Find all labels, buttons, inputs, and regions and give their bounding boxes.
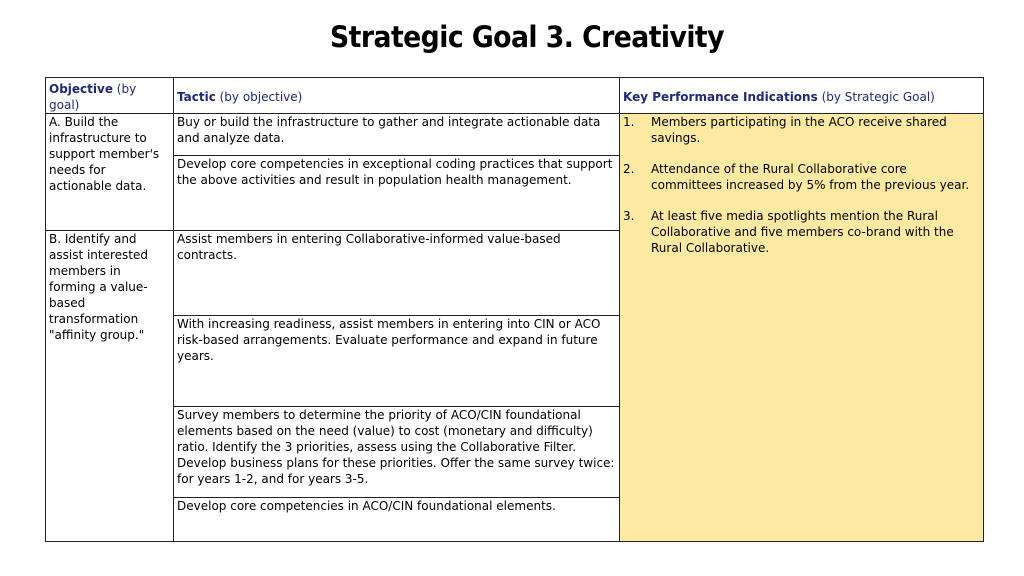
kpi-cell [620,114,984,542]
kpi-item [623,114,980,146]
tactic-column-header [174,78,620,114]
objective-header-label: Objective [49,82,113,96]
kpi-item [623,208,980,256]
kpi-header-qualifier: (by Strategic Goal) [817,90,935,104]
tactic-cell: Survey members to determine the priority of ACO/CIN foundational elements based on the need (value) to cost (monetary and difficulty) ratio. Identify the 3 priorities, assess using the Collaborative Filter. Develop business plans for these priorities. Offer the same survey twice: for years 1-2, and for years 3-5. [174,407,620,498]
kpi-item [623,161,980,193]
kpi-text: At least five media spotlights mention the Rural Collaborative and five members co-brand with the Rural Collaborative. [651,209,954,255]
kpi-number: 1. [623,115,635,129]
tactic-cell: Develop core competencies in ACO/CIN foundational elements. [174,498,620,542]
tactic-cell: Assist members in entering Collaborative-informed value-based contracts. [174,231,620,316]
tactic-cell: With increasing readiness, assist members in entering into CIN or ACO risk-based arrangements. Evaluate performance and expand in future years. [174,316,620,407]
kpi-number: 2. [623,162,635,176]
tactic-header-label: Tactic [177,90,216,104]
objective-b-cell: B. Identify and assist interested members in forming a value-based transformation "affinity group." [46,231,174,542]
objective-header-qualifier: (by goal) [49,82,137,112]
objective-a-cell: A. Build the infrastructure to support member's needs for actionable data. [46,114,174,231]
kpi-text: Attendance of the Rural Collaborative core committees increased by 5% from the previous year. [651,162,970,192]
tactic-header-qualifier: (by objective) [215,90,303,104]
kpi-text: Members participating in the ACO receive shared savings. [651,115,947,145]
table-header-row [46,78,984,114]
table-row [46,114,984,156]
tactic-cell: Buy or build the infrastructure to gather and integrate actionable data and analyze data. [174,114,620,156]
tactic-cell: Develop core competencies in exceptional coding practices that support the above activities and result in population health management. [174,156,620,231]
kpi-column-header [620,78,984,114]
strategic-goal-table [45,77,984,542]
kpi-list [623,114,980,296]
kpi-header-label: Key Performance Indications [623,90,818,104]
objective-column-header [46,78,174,114]
page-title: Strategic Goal 3. Creativity [330,20,724,54]
kpi-number: 3. [623,209,635,223]
